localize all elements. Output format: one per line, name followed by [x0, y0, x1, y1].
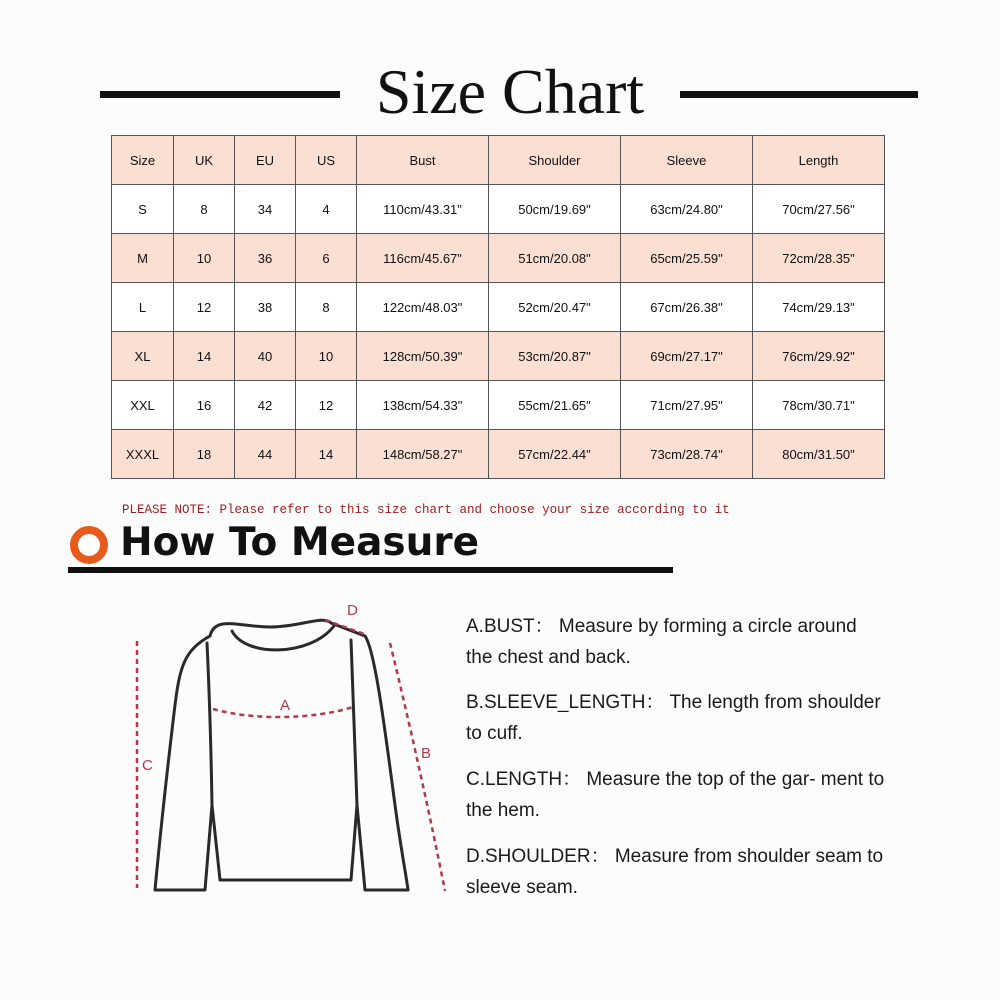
table-cell: 67cm/26.38" [621, 283, 753, 332]
table-row [112, 332, 885, 381]
table-cell: 8 [174, 185, 235, 234]
table-header-row [112, 136, 885, 185]
table-cell: 40 [235, 332, 296, 381]
table-cell: 69cm/27.17" [621, 332, 753, 381]
header-cell: UK [174, 136, 235, 185]
section-title: How To Measure [120, 520, 480, 565]
label-c: C [142, 757, 153, 774]
table-cell: 53cm/20.87" [489, 332, 621, 381]
size-chart-header [0, 52, 1000, 132]
table-cell: 73cm/28.74" [621, 430, 753, 479]
size-table [111, 135, 885, 479]
table-cell: 38 [235, 283, 296, 332]
table-row [112, 185, 885, 234]
sleeve-measure-line [390, 643, 445, 891]
table-cell: 51cm/20.08" [489, 234, 621, 283]
table-cell: M [112, 234, 174, 283]
header-cell: Sleeve [621, 136, 753, 185]
table-cell: 71cm/27.95" [621, 381, 753, 430]
table-cell: 110cm/43.31" [357, 185, 489, 234]
table-cell: 36 [235, 234, 296, 283]
table-cell: 44 [235, 430, 296, 479]
table-cell: 42 [235, 381, 296, 430]
header-cell: Bust [357, 136, 489, 185]
title-divider-left [100, 91, 340, 98]
table-cell: 116cm/45.67" [357, 234, 489, 283]
label-a: A [280, 697, 291, 714]
header-cell: Shoulder [489, 136, 621, 185]
label-b: B [421, 745, 432, 762]
label-d: D [347, 602, 358, 619]
table-cell: 63cm/24.80" [621, 185, 753, 234]
table-cell: L [112, 283, 174, 332]
table-cell: 74cm/29.13" [753, 283, 885, 332]
sweater-seam-left [207, 643, 212, 805]
table-cell: 14 [174, 332, 235, 381]
instruction-sleeve-length: B.SLEEVE_LENGTH： The length from shoulder to cuff. [466, 692, 881, 744]
table-cell: XXL [112, 381, 174, 430]
table-row [112, 234, 885, 283]
table-row [112, 430, 885, 479]
table-cell: 76cm/29.92" [753, 332, 885, 381]
header-cell: EU [235, 136, 296, 185]
table-cell: 122cm/48.03" [357, 283, 489, 332]
table-cell: 70cm/27.56" [753, 185, 885, 234]
instruction-length: C.LENGTH： Measure the top of the gar- ment to the hem. [466, 769, 885, 821]
section-divider [68, 567, 673, 573]
table-row [112, 381, 885, 430]
table-cell: 8 [296, 283, 357, 332]
table-cell: 55cm/21.65" [489, 381, 621, 430]
size-note: PLEASE NOTE: Please refer to this size chart and choose your size according to it [122, 503, 730, 517]
table-cell: 72cm/28.35" [753, 234, 885, 283]
table-cell: 12 [174, 283, 235, 332]
table-cell: 4 [296, 185, 357, 234]
table-cell: 12 [296, 381, 357, 430]
table-cell: 65cm/25.59" [621, 234, 753, 283]
table-cell: 14 [296, 430, 357, 479]
page-title: Size Chart [375, 56, 645, 127]
header-cell: Size [112, 136, 174, 185]
sweater-neckline [232, 626, 334, 650]
table-cell: 78cm/30.71" [753, 381, 885, 430]
table-cell: 10 [296, 332, 357, 381]
header-cell: US [296, 136, 357, 185]
table-cell: XXXL [112, 430, 174, 479]
table-cell: 50cm/19.69" [489, 185, 621, 234]
table-cell: 57cm/22.44" [489, 430, 621, 479]
table-cell: 128cm/50.39" [357, 332, 489, 381]
title-divider-right [680, 91, 918, 98]
instruction-bust: A.BUST： Measure by forming a circle around the chest and back. [466, 616, 857, 668]
table-cell: S [112, 185, 174, 234]
circle-bullet-icon [70, 526, 108, 564]
table-cell: 10 [174, 234, 235, 283]
table-cell: 34 [235, 185, 296, 234]
table-cell: 6 [296, 234, 357, 283]
sweater-diagram-icon [125, 595, 455, 905]
instruction-shoulder: D.SHOULDER： Measure from shoulder seam to sleeve seam. [466, 846, 884, 898]
table-cell: 18 [174, 430, 235, 479]
sweater-body-outline [155, 620, 408, 890]
table-cell: 148cm/58.27" [357, 430, 489, 479]
header-cell: Length [753, 136, 885, 185]
table-cell: 138cm/54.33" [357, 381, 489, 430]
table-row [112, 283, 885, 332]
table-cell: 16 [174, 381, 235, 430]
sweater-seam-right [351, 640, 357, 805]
table-cell: 52cm/20.47" [489, 283, 621, 332]
table-cell: XL [112, 332, 174, 381]
table-cell: 80cm/31.50" [753, 430, 885, 479]
